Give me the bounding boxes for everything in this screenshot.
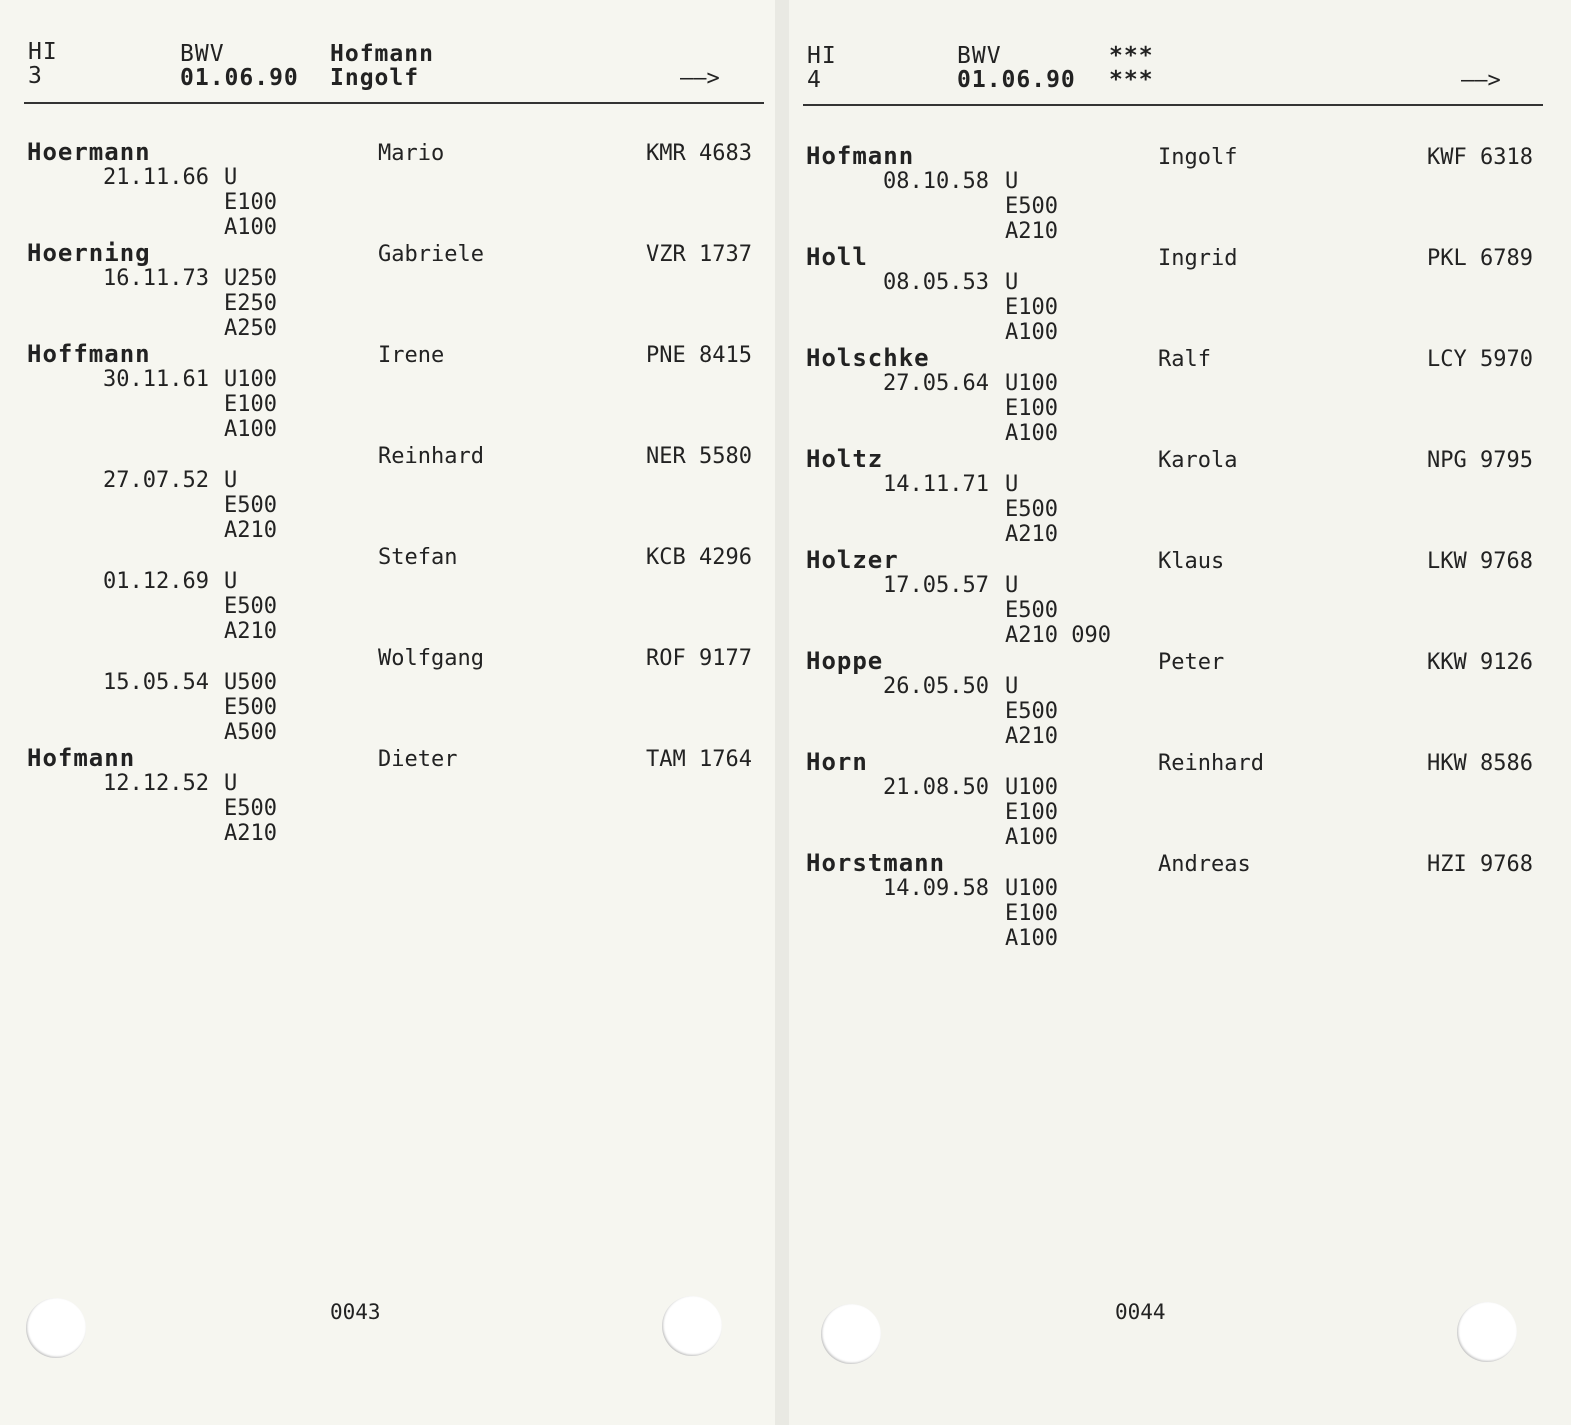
plate-number: KCB 4296	[646, 545, 752, 570]
plate-number: NER 5580	[646, 444, 752, 469]
code-value: E250	[224, 291, 277, 316]
plate-number: HKW 8586	[1427, 751, 1533, 776]
page-right	[789, 0, 1571, 1425]
code-value: A210 090	[1005, 623, 1111, 648]
code-value: E500	[224, 493, 277, 518]
surname: Holl	[806, 243, 868, 271]
birth-date: 01.12.69	[103, 569, 209, 594]
plate-number: LCY 5970	[1427, 347, 1533, 372]
code-value: U	[224, 771, 238, 796]
firstname: Reinhard	[1158, 751, 1264, 776]
birth-date: 27.07.52	[103, 468, 209, 493]
surname: Hoffmann	[27, 340, 151, 368]
code-value: U	[1005, 573, 1019, 598]
code-value: U	[224, 569, 238, 594]
code-value: U100	[1005, 876, 1058, 901]
code-value: A210	[1005, 522, 1058, 547]
firstname: Karola	[1158, 448, 1238, 473]
plate-number: KMR 4683	[646, 141, 752, 166]
firstname: Andreas	[1158, 852, 1251, 877]
code-value: E500	[224, 796, 277, 821]
surname: Holzer	[806, 546, 899, 574]
plate-number: PNE 8415	[646, 343, 752, 368]
birth-date: 21.11.66	[103, 165, 209, 190]
birth-date: 14.11.71	[883, 472, 989, 497]
code-value: U100	[1005, 371, 1058, 396]
code-value: U	[1005, 169, 1019, 194]
plate-number: LKW 9768	[1427, 549, 1533, 574]
code-value: U	[224, 165, 238, 190]
code-value: A100	[224, 417, 277, 442]
code-value: U	[224, 468, 238, 493]
code-value: U250	[224, 266, 277, 291]
surname: Hoppe	[806, 647, 884, 675]
page-number: 0044	[1115, 1300, 1166, 1324]
code-value: A500	[224, 720, 277, 745]
surname: Hoermann	[27, 138, 151, 166]
code-value: A250	[224, 316, 277, 341]
code-value: U100	[224, 367, 277, 392]
punch-hole	[1457, 1302, 1517, 1362]
code-value: E100	[224, 392, 277, 417]
code-value: A210	[224, 821, 277, 846]
birth-date: 17.05.57	[883, 573, 989, 598]
code-value: E500	[1005, 598, 1058, 623]
header-bwv-date: BWV 01.06.90	[180, 41, 299, 91]
punch-hole	[821, 1304, 881, 1364]
surname: Horn	[806, 748, 868, 776]
code-value: A100	[224, 215, 277, 240]
plate-number: KWF 6318	[1427, 145, 1533, 170]
code-value: E500	[1005, 194, 1058, 219]
birth-date: 26.05.50	[883, 674, 989, 699]
surname: Hofmann	[806, 142, 915, 170]
firstname: Ingolf	[1158, 145, 1238, 170]
firstname: Ingrid	[1158, 246, 1238, 271]
plate-number: PKL 6789	[1427, 246, 1533, 271]
firstname: Dieter	[378, 747, 458, 772]
surname: Hoerning	[27, 239, 151, 267]
firstname: Irene	[378, 343, 445, 368]
code-value: E100	[1005, 295, 1058, 320]
code-value: E100	[1005, 800, 1058, 825]
header-section-code: HI 3	[28, 39, 58, 89]
code-value: A210	[224, 619, 277, 644]
firstname: Mario	[378, 141, 445, 166]
header-rule	[24, 102, 764, 104]
plate-number: HZI 9768	[1427, 852, 1533, 877]
birth-date: 15.05.54	[103, 670, 209, 695]
birth-date: 16.11.73	[103, 266, 209, 291]
surname: Hofmann	[27, 744, 136, 772]
code-value: E500	[224, 695, 277, 720]
header-name-range: Hofmann Ingolf	[330, 41, 434, 91]
code-value: A100	[1005, 421, 1058, 446]
birth-date: 21.08.50	[883, 775, 989, 800]
code-value: E100	[224, 190, 277, 215]
plate-number: KKW 9126	[1427, 650, 1533, 675]
code-value: A100	[1005, 926, 1058, 951]
surname: Holtz	[806, 445, 884, 473]
code-value: A210	[1005, 219, 1058, 244]
birth-date: 08.05.53	[883, 270, 989, 295]
code-value: U	[1005, 472, 1019, 497]
birth-date: 30.11.61	[103, 367, 209, 392]
firstname: Wolfgang	[378, 646, 484, 671]
birth-date: 08.10.58	[883, 169, 989, 194]
birth-date: 27.05.64	[883, 371, 989, 396]
code-value: A210	[1005, 724, 1058, 749]
birth-date: 12.12.52	[103, 771, 209, 796]
plate-number: ROF 9177	[646, 646, 752, 671]
next-arrow-icon: ——>	[1461, 68, 1501, 93]
code-value: E500	[1005, 497, 1058, 522]
punch-hole	[26, 1298, 86, 1358]
firstname: Klaus	[1158, 549, 1225, 574]
plate-number: NPG 9795	[1427, 448, 1533, 473]
firstname: Peter	[1158, 650, 1225, 675]
code-value: E100	[1005, 396, 1058, 421]
plate-number: VZR 1737	[646, 242, 752, 267]
firstname: Stefan	[378, 545, 458, 570]
code-value: A210	[224, 518, 277, 543]
code-value: U	[1005, 674, 1019, 699]
page-left	[0, 0, 775, 1425]
header-name-range: *** ***	[1109, 43, 1154, 93]
firstname: Gabriele	[378, 242, 484, 267]
code-value: A100	[1005, 320, 1058, 345]
plate-number: TAM 1764	[646, 747, 752, 772]
page-number: 0043	[330, 1300, 381, 1324]
code-value: E500	[1005, 699, 1058, 724]
punch-hole	[662, 1296, 722, 1356]
surname: Holschke	[806, 344, 930, 372]
header-section-code: HI 4	[807, 43, 837, 93]
birth-date: 14.09.58	[883, 876, 989, 901]
firstname: Reinhard	[378, 444, 484, 469]
surname: Horstmann	[806, 849, 946, 877]
code-value: U	[1005, 270, 1019, 295]
code-value: U100	[1005, 775, 1058, 800]
header-bwv-date: BWV 01.06.90	[957, 43, 1076, 93]
code-value: E100	[1005, 901, 1058, 926]
header-rule	[803, 104, 1543, 106]
code-value: E500	[224, 594, 277, 619]
code-value: A100	[1005, 825, 1058, 850]
code-value: U500	[224, 670, 277, 695]
firstname: Ralf	[1158, 347, 1211, 372]
next-arrow-icon: ——>	[680, 66, 720, 91]
